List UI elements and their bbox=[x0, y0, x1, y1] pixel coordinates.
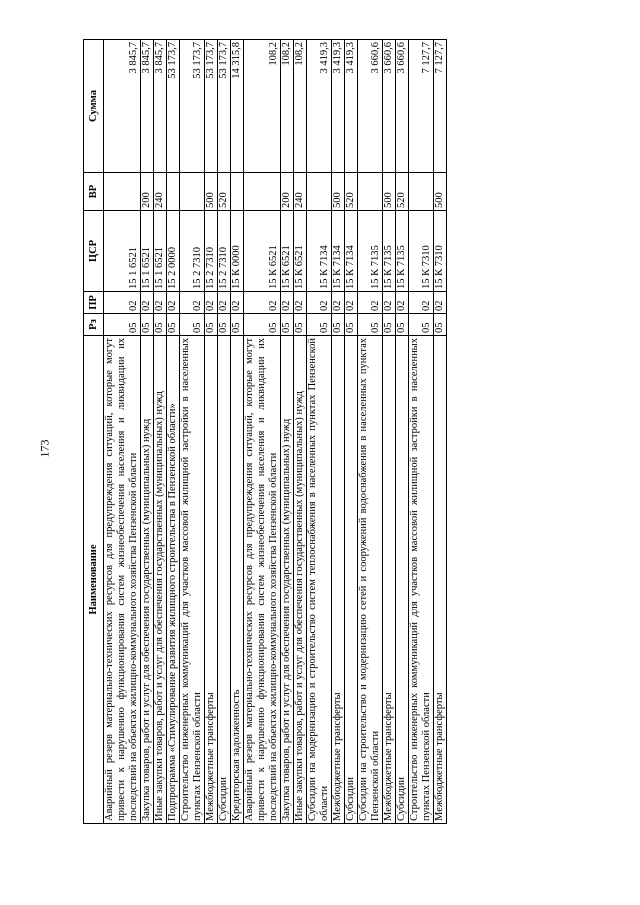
row-rz-cell: 05 bbox=[307, 314, 332, 336]
row-rz-cell: 05 bbox=[434, 314, 447, 336]
row-vr-cell bbox=[358, 173, 383, 211]
row-sum-cell: 3 660,6 bbox=[358, 40, 383, 173]
row-name-cell: Строительство инженерных коммуникаций для участков массовой жилищной застройки в населенных пунктах Пензенской области bbox=[409, 336, 434, 824]
row-sum-cell: 3 419,3 bbox=[345, 40, 358, 173]
table-row bbox=[396, 40, 409, 824]
budget-table bbox=[83, 39, 447, 824]
row-sum-cell: 14 315,8 bbox=[231, 40, 244, 173]
table-row bbox=[141, 40, 154, 824]
header-pr: ПР bbox=[84, 292, 104, 314]
row-vr-cell bbox=[409, 173, 434, 211]
row-sum-cell: 53 173,7 bbox=[167, 40, 180, 173]
table-row bbox=[180, 40, 205, 824]
row-pr-cell: 02 bbox=[294, 292, 307, 314]
row-pr-cell: 02 bbox=[180, 292, 205, 314]
row-csr-cell: 15 2 7310 bbox=[205, 211, 218, 292]
row-name-cell: Аварийный резерв материально-технических ресурсов для предупреждения ситуаций, которые могут привести к нарушению функционирования систем жизнеобеспечения населения и ликвидации их последствий на объектах жилищно-коммунального хозяйства Пензенской области bbox=[104, 336, 141, 824]
row-vr-cell: 520 bbox=[218, 173, 231, 211]
row-name-cell: Иные закупки товаров, работ и услуг для обеспечения государственных (муниципальных) нужд bbox=[154, 336, 167, 824]
row-name-cell: Межбюджетные трансферты bbox=[332, 336, 345, 824]
row-rz-cell: 05 bbox=[383, 314, 396, 336]
row-sum-cell: 7 127,7 bbox=[409, 40, 434, 173]
row-csr-cell: 15 1 6521 bbox=[154, 211, 167, 292]
row-vr-cell: 500 bbox=[434, 173, 447, 211]
row-csr-cell: 15 К 6521 bbox=[294, 211, 307, 292]
row-rz-cell: 05 bbox=[281, 314, 294, 336]
row-name-cell: Субсидии bbox=[345, 336, 358, 824]
row-pr-cell: 02 bbox=[244, 292, 281, 314]
row-sum-cell: 53 173,7 bbox=[205, 40, 218, 173]
row-vr-cell bbox=[104, 173, 141, 211]
row-vr-cell bbox=[180, 173, 205, 211]
row-name-cell: Межбюджетные трансферты bbox=[434, 336, 447, 824]
row-name-cell: Субсидии на модернизацию и строительство систем теплоснабжения в населенных пунктах Пензенской области bbox=[307, 336, 332, 824]
row-name-cell: Межбюджетные трансферты bbox=[205, 336, 218, 824]
table-row bbox=[383, 40, 396, 824]
row-csr-cell: 15 2 7310 bbox=[180, 211, 205, 292]
row-name-cell: Субсидии bbox=[218, 336, 231, 824]
row-pr-cell: 02 bbox=[358, 292, 383, 314]
row-vr-cell: 500 bbox=[332, 173, 345, 211]
row-rz-cell: 05 bbox=[167, 314, 180, 336]
row-name-cell: Подпрограмма «Стимулирование развития жилищного строительства в Пензенской области» bbox=[167, 336, 180, 824]
table-row bbox=[332, 40, 345, 824]
row-name-cell: Иные закупки товаров, работ и услуг для обеспечения государственных (муниципальных) нужд bbox=[294, 336, 307, 824]
row-pr-cell: 02 bbox=[141, 292, 154, 314]
row-rz-cell: 05 bbox=[154, 314, 167, 336]
row-sum-cell: 3 845,7 bbox=[154, 40, 167, 173]
row-name-cell: Закупка товаров, работ и услуг для обеспечения государственных (муниципальных) нужд bbox=[141, 336, 154, 824]
row-pr-cell: 02 bbox=[409, 292, 434, 314]
row-name-cell: Аварийный резерв материально-технических ресурсов для предупреждения ситуаций, которые могут привести к нарушению функционирования систем жизнеобеспечения населения и ликвидации их последствий на объектах жилищно-коммунального хозяйства Пензенской области bbox=[244, 336, 281, 824]
row-vr-cell: 200 bbox=[141, 173, 154, 211]
row-csr-cell: 15 К 7135 bbox=[383, 211, 396, 292]
row-name-cell: Строительство инженерных коммуникаций для участков массовой жилищной застройки в населенных пунктах Пензенской области bbox=[180, 336, 205, 824]
row-pr-cell: 02 bbox=[434, 292, 447, 314]
row-pr-cell: 02 bbox=[104, 292, 141, 314]
row-csr-cell: 15 1 6521 bbox=[104, 211, 141, 292]
row-csr-cell: 15 К 6521 bbox=[244, 211, 281, 292]
row-csr-cell: 15 1 6521 bbox=[141, 211, 154, 292]
page-number: 173 bbox=[37, 439, 52, 458]
row-pr-cell: 02 bbox=[396, 292, 409, 314]
table-row bbox=[345, 40, 358, 824]
row-sum-cell: 3 660,6 bbox=[396, 40, 409, 173]
table-row bbox=[409, 40, 434, 824]
table-row bbox=[434, 40, 447, 824]
row-vr-cell: 520 bbox=[345, 173, 358, 211]
row-rz-cell: 05 bbox=[180, 314, 205, 336]
row-vr-cell: 240 bbox=[294, 173, 307, 211]
rotated-page-content bbox=[83, 40, 578, 824]
row-sum-cell: 108,2 bbox=[294, 40, 307, 173]
row-rz-cell: 05 bbox=[205, 314, 218, 336]
row-vr-cell: 240 bbox=[154, 173, 167, 211]
header-vr: ВР bbox=[84, 173, 104, 211]
row-pr-cell: 02 bbox=[218, 292, 231, 314]
row-csr-cell: 15 К 7134 bbox=[345, 211, 358, 292]
header-sum: Сумма bbox=[84, 40, 104, 173]
row-rz-cell: 05 bbox=[294, 314, 307, 336]
table-row bbox=[281, 40, 294, 824]
row-csr-cell: 15 2 7310 bbox=[218, 211, 231, 292]
row-pr-cell: 02 bbox=[345, 292, 358, 314]
table-row bbox=[231, 40, 244, 824]
row-rz-cell: 05 bbox=[332, 314, 345, 336]
row-csr-cell: 15 К 7135 bbox=[396, 211, 409, 292]
row-name-cell: Закупка товаров, работ и услуг для обеспечения государственных (муниципальных) нужд bbox=[281, 336, 294, 824]
row-rz-cell: 05 bbox=[358, 314, 383, 336]
row-vr-cell: 500 bbox=[383, 173, 396, 211]
header-rz: Рз bbox=[84, 314, 104, 336]
row-sum-cell: 3 845,7 bbox=[104, 40, 141, 173]
row-pr-cell: 02 bbox=[332, 292, 345, 314]
row-sum-cell: 3 660,6 bbox=[383, 40, 396, 173]
row-sum-cell: 7 127,7 bbox=[434, 40, 447, 173]
table-row bbox=[358, 40, 383, 824]
row-csr-cell: 15 К 7310 bbox=[434, 211, 447, 292]
row-vr-cell bbox=[231, 173, 244, 211]
row-rz-cell: 05 bbox=[231, 314, 244, 336]
row-pr-cell: 02 bbox=[231, 292, 244, 314]
header-name: Наименование bbox=[84, 336, 104, 824]
row-csr-cell: 15 К 6521 bbox=[281, 211, 294, 292]
table-row bbox=[205, 40, 218, 824]
row-csr-cell: 15 2 0000 bbox=[167, 211, 180, 292]
row-csr-cell: 15 К 7134 bbox=[332, 211, 345, 292]
row-rz-cell: 05 bbox=[104, 314, 141, 336]
row-sum-cell: 53 173,7 bbox=[218, 40, 231, 173]
table-row bbox=[218, 40, 231, 824]
header-csr: ЦСР bbox=[84, 211, 104, 292]
row-vr-cell: 520 bbox=[396, 173, 409, 211]
row-rz-cell: 05 bbox=[141, 314, 154, 336]
row-rz-cell: 05 bbox=[396, 314, 409, 336]
row-pr-cell: 02 bbox=[205, 292, 218, 314]
row-sum-cell: 3 419,3 bbox=[332, 40, 345, 173]
row-rz-cell: 05 bbox=[218, 314, 231, 336]
row-csr-cell: 15 К 7134 bbox=[307, 211, 332, 292]
row-pr-cell: 02 bbox=[281, 292, 294, 314]
row-name-cell: Межбюджетные трансферты bbox=[383, 336, 396, 824]
row-name-cell: Кредиторская задолженность bbox=[231, 336, 244, 824]
row-sum-cell: 53 173,7 bbox=[180, 40, 205, 173]
row-vr-cell: 500 bbox=[205, 173, 218, 211]
table-row bbox=[104, 40, 141, 824]
row-csr-cell: 15 К 0000 bbox=[231, 211, 244, 292]
table-row bbox=[154, 40, 167, 824]
row-pr-cell: 02 bbox=[167, 292, 180, 314]
table-header-row bbox=[84, 40, 104, 824]
row-pr-cell: 02 bbox=[307, 292, 332, 314]
row-rz-cell: 05 bbox=[345, 314, 358, 336]
row-csr-cell: 15 К 7310 bbox=[409, 211, 434, 292]
row-name-cell: Субсидии на строительство и модернизацию сетей и сооружений водоснабжения в населенных пунктах Пензенской области bbox=[358, 336, 383, 824]
row-vr-cell: 200 bbox=[281, 173, 294, 211]
row-sum-cell: 108,2 bbox=[281, 40, 294, 173]
row-sum-cell: 108,2 bbox=[244, 40, 281, 173]
row-vr-cell bbox=[167, 173, 180, 211]
table-row bbox=[244, 40, 281, 824]
table-row bbox=[307, 40, 332, 824]
table-row bbox=[294, 40, 307, 824]
table-row bbox=[167, 40, 180, 824]
row-rz-cell: 05 bbox=[409, 314, 434, 336]
row-csr-cell: 15 К 7135 bbox=[358, 211, 383, 292]
row-pr-cell: 02 bbox=[154, 292, 167, 314]
row-rz-cell: 05 bbox=[244, 314, 281, 336]
row-sum-cell: 3 419,3 bbox=[307, 40, 332, 173]
row-name-cell: Субсидии bbox=[396, 336, 409, 824]
row-vr-cell bbox=[244, 173, 281, 211]
row-pr-cell: 02 bbox=[383, 292, 396, 314]
row-sum-cell: 3 845,7 bbox=[141, 40, 154, 173]
row-vr-cell bbox=[307, 173, 332, 211]
